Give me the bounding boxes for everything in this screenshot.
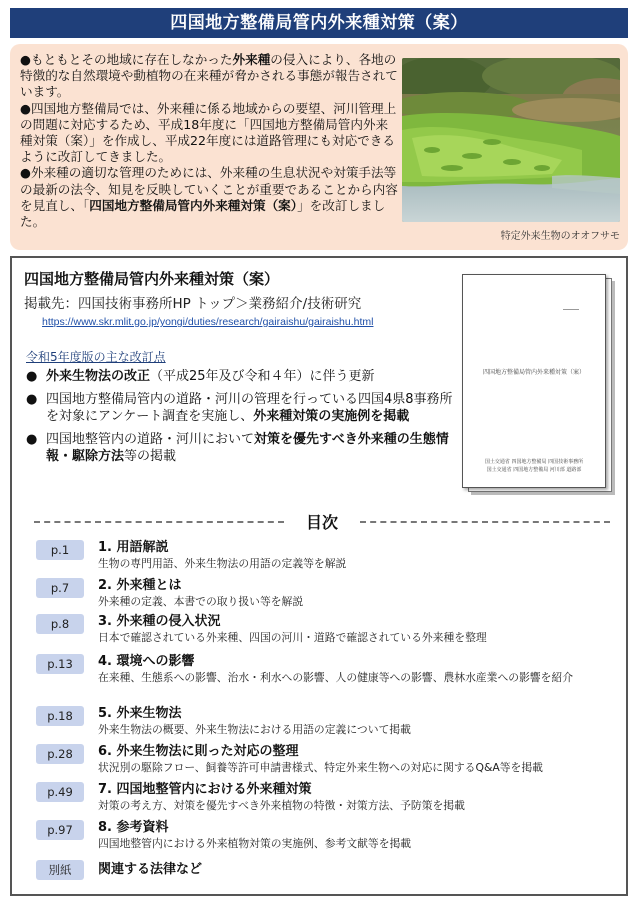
toc-page-badge: p.97 [36, 820, 84, 840]
toc-page-badge: 別紙 [36, 860, 84, 880]
toc-item-description: 外来種の定義、本書での取り扱い等を解説 [98, 595, 304, 608]
toc-item-title: 8. 参考資料 [98, 820, 169, 835]
toc-item-description: 外来生物法の概要、外来生物法における用語の定義について掲載 [98, 723, 411, 736]
toc-divider-left [34, 521, 284, 523]
document-panel [10, 256, 628, 896]
document-title: 四国地方整備局管内外来種対策（案） [24, 270, 280, 288]
toc-page-badge: p.28 [36, 744, 84, 764]
bullet-icon: ● [26, 392, 38, 407]
toc-item-title: 4. 環境への影響 [98, 654, 195, 669]
toc-divider-right [360, 521, 610, 523]
toc-item-title: 7. 四国地整管内における外来種対策 [98, 782, 312, 797]
intro-paragraph-1: ●もともとその地域に存在しなかった外来種の侵入により、各地の特徴的な自然環境や動植物の在来種が脅かされる事態が報告されています。 [20, 52, 398, 100]
toc-page-badge: p.8 [36, 614, 84, 634]
toc-item-description: 状況別の駆除フロー、飼養等許可申請書様式、特定外来生物への対応に関するQ&A等を掲載 [98, 761, 543, 774]
toc-item-description: 生物の専門用語、外来生物法の用語の定義等を解説 [98, 557, 347, 570]
cover-title: 四国地方整備局管内外来種対策（案） [482, 369, 585, 376]
toc-heading [24, 510, 614, 532]
toc-item-description: 対策の考え方、対策を優先すべき外来植物の特徴・対策方法、予防策を掲載 [98, 799, 465, 812]
document-source: 掲載先：四国技術事務所HP トップ＞業務紹介/技術研究 [24, 296, 362, 312]
intro-paragraph-2: ●四国地方整備局では、外来種に係る地域からの要望、河川管理上の問題に対応するため、平成18年度に「四国地方整備局管内外来種対策（案）」を作成し、平成22年度には道路管理にも対応できるように改訂してきました。 [20, 100, 397, 165]
revision-item: ● 四国地整管内の道路・河川において対策を優先すべき外来種の生態情報・駆除方法等の掲載 [26, 432, 449, 464]
document-url-link[interactable]: https://www.skr.mlit.go.jp/yongi/duties/research/gairaishu/gairaishu.html [42, 316, 374, 328]
toc-item-title: 2. 外来種とは [98, 578, 182, 593]
invasive-plant-photo [402, 58, 620, 222]
photo-caption: 特定外来生物のオオフサモ [500, 231, 620, 242]
cover-footer: 国土交通省 四国地方整備局 四国技術事務所 国土交通省 四国地方整備局 河川部 道路部 [484, 459, 584, 473]
toc-page-badge: p.18 [36, 706, 84, 726]
intro-paragraph-3: ●外来種の適切な管理のためには、外来種の生息状況や対策手法等の最新の法令、知見を反映していくことが重要であることから内容を見直し、「四国地方整備局管内外来種対策（案）」を改訂しました。 [20, 165, 398, 230]
toc-page-badge: p.13 [36, 654, 84, 674]
intro-panel [10, 44, 628, 250]
toc-item-title: 1. 用語解説 [98, 540, 169, 555]
toc-item-title: 6. 外来生物法に則った対応の整理 [98, 744, 299, 759]
intro-text [20, 52, 400, 230]
toc-page-badge: p.7 [36, 578, 84, 598]
toc-item-title: 5. 外来生物法 [98, 706, 182, 721]
toc-page-badge: p.49 [36, 782, 84, 802]
cover-mark [563, 309, 579, 310]
toc-item-title: 3. 外来種の侵入状況 [98, 614, 221, 629]
toc-page-badge: p.1 [36, 540, 84, 560]
toc-heading-label: 目次 [305, 513, 338, 532]
toc-item-title: 関連する法律など [98, 862, 203, 877]
toc-item-description: 四国地整管内における外来植物対策の実施例、参考文献等を掲載 [98, 837, 412, 850]
bullet-icon: ● [26, 432, 38, 447]
revision-item: ● 四国地方整備局管内の道路・河川の管理を行っている四国4県8事務所を対象にアンケート調査を実施し、外来種対策の実施例を掲載 [26, 392, 453, 424]
document-cover-image [462, 274, 606, 488]
toc-item-description: 在来種、生態系への影響、治水・利水への影響、人の健康等への影響、農林水産業への影響を紹介 [98, 671, 574, 684]
bullet-icon: ● [26, 369, 38, 384]
toc-item-description: 日本で確認されている外来種、四国の河川・道路で確認されている外来種を整理 [98, 631, 487, 644]
revision-item: ● 外来生物法の改正（平成25年及び令和４年）に伴う更新 [26, 369, 375, 384]
revision-heading: 令和5年度版の主な改訂点 [26, 350, 166, 364]
revision-list [24, 368, 454, 471]
page-title: 四国地方整備局管内外来種対策（案） [10, 8, 628, 38]
